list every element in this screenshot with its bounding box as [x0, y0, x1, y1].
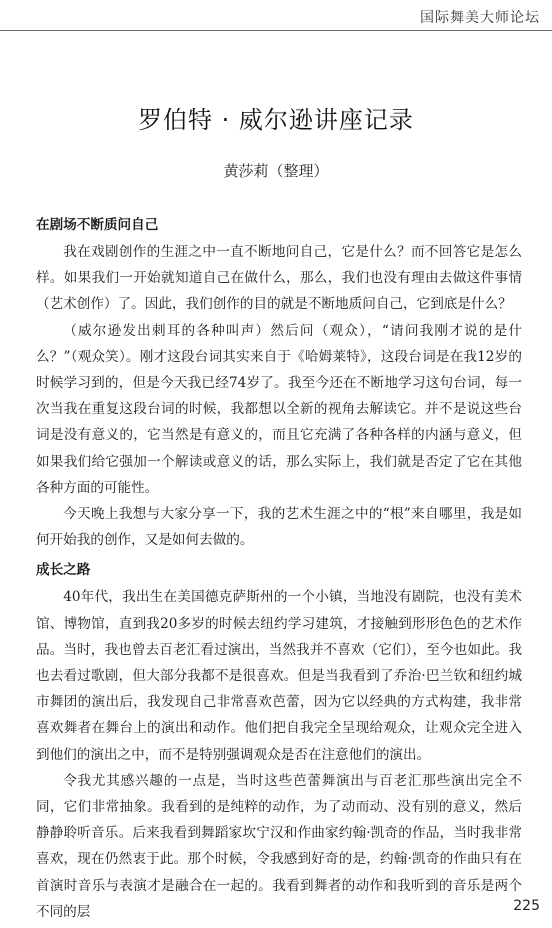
paragraph: （威尔逊发出刺耳的各种叫声）然后问（观众），“请问我刚才说的是什么？”（观众笑）。刚才这段台词其实来自于《哈姆莱特》，这段台词是在我12岁的时候学习到的，但是今天我已经74岁了。我至今还在不断地学习这句台词，每一次当我在重复这段台词的时候，我都想以全新的视角去解读它。并不是说这些台词是没有意义的，它当然是有意义的，而且它充满了各种各样的内涵与意义，但如果我们给它强加一个解读或意义的话，那么实际上，我们就是否定了它在其他各种方面的可能性。 — [36, 322, 522, 496]
paragraph: 我在戏剧创作的生涯之中一直不断地问自己，它是什么？而不回答它是怎么样。如果我们一开始就知道自己在做什么，那么，我们也没有理由去做这件事情（艺术创作）了。因此，我们创作的目的就是不断地质问自己，它到底是什么？ — [36, 244, 522, 313]
article-title: 罗伯特 · 威尔逊讲座记录 — [138, 106, 414, 134]
journal-name: 国际舞美大师论坛 — [420, 10, 540, 26]
page-number: 225 — [513, 898, 540, 914]
article-author: 黄莎莉（整理） — [223, 162, 329, 180]
article-body — [36, 214, 522, 925]
running-header — [0, 0, 552, 31]
section-heading: 在剧场不断质问自己 — [36, 217, 159, 233]
paragraph: 令我尤其感兴趣的一点是，当时这些芭蕾舞演出与百老汇那些演出完全不同，它们非常抽象。我看到的是纯粹的动作，为了动而动、没有别的意义，然后静静聆听音乐。后来我看到舞蹈家坎宁汉和作曲家约翰·凯奇的作品，当时我非常喜欢，现在仍然衷于此。那个时候，令我感到好奇的是，约翰·凯奇的作曲只有在首演时音乐与表演才是融合在一起的。我看到舞者的动作和我听到的音乐是两个不同的层 — [36, 772, 522, 920]
section-heading: 成长之路 — [36, 562, 91, 579]
paragraph: 今天晚上我想与大家分享一下，我的艺术生涯之中的“根”来自哪里，我是如何开始我的创作，又是如何去做的。 — [36, 506, 522, 549]
paragraph: 40年代，我出生在美国德克萨斯州的一个小镇，当地没有剧院，也没有美术馆、博物馆，直到我20多岁的时候去纽约学习建筑，才接触到形形色色的艺术作品。当时，我也曾去百老汇看过演出，当然我并不喜欢（它们），至今也如此。我也去看过歌剧，但大部分我都不是很喜欢。但是当我看到了乔治·巴兰钦和纽约城市舞团的演出后，我发现自己非常喜欢芭蕾，因为它以经典的方式构建，我非常喜欢舞者在舞台上的演出和动作。他们把自我完全呈现给观众，让观众完全进入到他们的演出之中，而不是特别强调观众是否在注意他们的演出。 — [36, 589, 522, 763]
